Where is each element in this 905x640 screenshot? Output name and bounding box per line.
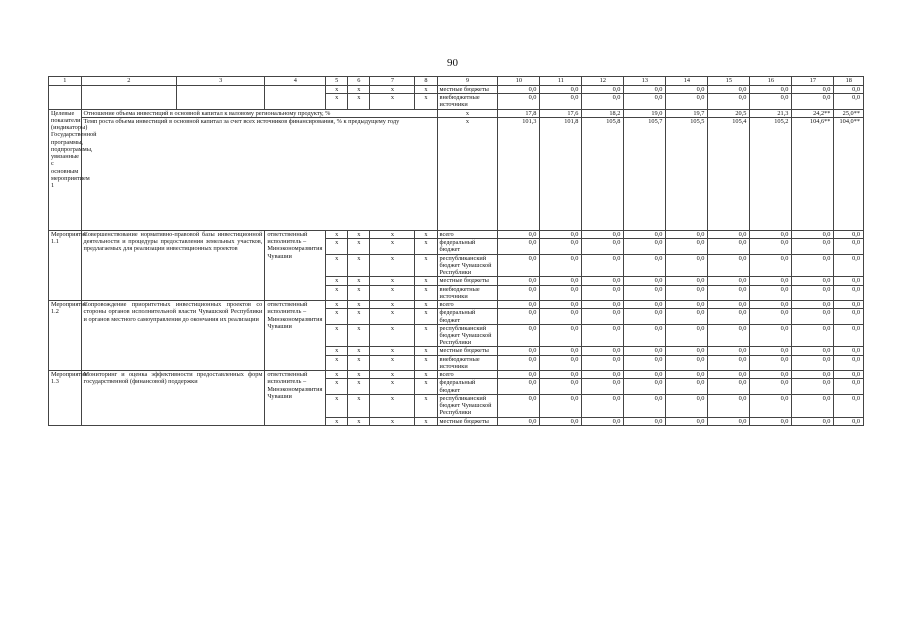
- marker-cell: x: [415, 239, 437, 254]
- marker-cell: x: [370, 86, 415, 94]
- value-cell: 0,0: [666, 277, 708, 285]
- value-cell: 0,0: [624, 394, 666, 417]
- value-cell: 0,0: [708, 277, 750, 285]
- measure-executor: ответственный исполнитель – Минэкономразвития Чувашии: [265, 230, 326, 300]
- value-cell: 104,6**: [792, 117, 834, 230]
- value-cell: 105,7: [624, 117, 666, 230]
- value-cell: 0,0: [792, 371, 834, 379]
- funding-source: всего: [437, 371, 498, 379]
- marker-cell: x: [348, 285, 370, 300]
- measure-name: Сопровождение приоритетных инвестиционных проектов со стороны органов исполнительной власти Чувашской Республики и органов местного самоуправления до окончания их реализации: [81, 301, 265, 371]
- value-cell: 0,0: [708, 379, 750, 394]
- value-cell: 0,0: [540, 94, 582, 109]
- value-cell: 0,0: [792, 86, 834, 94]
- value-cell: 0,0: [540, 285, 582, 300]
- value-cell: 0,0: [540, 230, 582, 238]
- value-cell: 0,0: [834, 379, 864, 394]
- funding-source: местные бюджеты: [437, 277, 498, 285]
- marker-cell: x: [370, 347, 415, 355]
- value-cell: 0,0: [498, 285, 540, 300]
- funding-source: федеральный бюджет: [437, 309, 498, 324]
- value-cell: 0,0: [540, 301, 582, 309]
- header-cell: 2: [81, 77, 177, 86]
- marker-cell: x: [370, 277, 415, 285]
- funding-source: федеральный бюджет: [437, 239, 498, 254]
- marker-cell: x: [370, 301, 415, 309]
- marker-cell: x: [348, 355, 370, 370]
- value-cell: 0,0: [498, 301, 540, 309]
- value-cell: 0,0: [792, 355, 834, 370]
- header-cell: 3: [177, 77, 265, 86]
- value-cell: 0,0: [624, 301, 666, 309]
- header-cell: 18: [834, 77, 864, 86]
- measure-name: Мониторинг и оценка эффективности предоставленных форм государственной (финансовой) поддержки: [81, 371, 265, 426]
- header-cell: 14: [666, 77, 708, 86]
- value-cell: 0,0: [540, 309, 582, 324]
- value-cell: 0,0: [498, 417, 540, 425]
- funding-source: федеральный бюджет: [437, 379, 498, 394]
- value-cell: 0,0: [582, 355, 624, 370]
- value-cell: 0,0: [792, 394, 834, 417]
- value-cell: 0,0: [666, 285, 708, 300]
- value-cell: 0,0: [750, 86, 792, 94]
- empty-cell: [265, 86, 326, 110]
- marker-cell: x: [415, 277, 437, 285]
- value-cell: 0,0: [666, 347, 708, 355]
- value-cell: 0,0: [666, 309, 708, 324]
- marker-cell: x: [370, 355, 415, 370]
- marker-cell: x: [348, 301, 370, 309]
- value-cell: 0,0: [750, 371, 792, 379]
- marker-cell: x: [326, 94, 348, 109]
- value-cell: 0,0: [792, 301, 834, 309]
- value-cell: 0,0: [792, 277, 834, 285]
- value-cell: 0,0: [792, 324, 834, 347]
- indicator-label: Целевые показатели (индикаторы) Государственной программы, подпрограммы, увязанные с основным мероприятием 1: [49, 109, 82, 230]
- header-cell: 16: [750, 77, 792, 86]
- value-cell: 0,0: [624, 309, 666, 324]
- value-cell: 105,8: [582, 117, 624, 230]
- indicator-desc: Темп роста объема инвестиций в основной капитал за счет всех источников финансирования, % к предыдущему году: [81, 117, 437, 230]
- indicator-col9: x: [437, 109, 498, 117]
- funding-source: местные бюджеты: [437, 86, 498, 94]
- value-cell: 0,0: [666, 379, 708, 394]
- value-cell: 0,0: [624, 94, 666, 109]
- value-cell: 0,0: [582, 371, 624, 379]
- indicator-col9: x: [437, 117, 498, 230]
- header-cell: 12: [582, 77, 624, 86]
- value-cell: 0,0: [750, 285, 792, 300]
- marker-cell: x: [348, 394, 370, 417]
- empty-cell: [177, 86, 265, 110]
- value-cell: 21,3: [750, 109, 792, 117]
- marker-cell: x: [348, 324, 370, 347]
- value-cell: 0,0: [582, 94, 624, 109]
- marker-cell: x: [348, 379, 370, 394]
- value-cell: 0,0: [540, 347, 582, 355]
- value-cell: 0,0: [624, 355, 666, 370]
- funding-source: внебюджетные источники: [437, 94, 498, 109]
- value-cell: 0,0: [750, 254, 792, 277]
- table-row: [49, 86, 864, 94]
- marker-cell: x: [415, 230, 437, 238]
- value-cell: 0,0: [540, 86, 582, 94]
- value-cell: 0,0: [582, 230, 624, 238]
- value-cell: 0,0: [750, 309, 792, 324]
- marker-cell: x: [348, 309, 370, 324]
- value-cell: 0,0: [834, 347, 864, 355]
- value-cell: 0,0: [834, 277, 864, 285]
- header-cell: 8: [415, 77, 437, 86]
- value-cell: 0,0: [792, 285, 834, 300]
- header-cell: 7: [370, 77, 415, 86]
- value-cell: 0,0: [834, 324, 864, 347]
- value-cell: 0,0: [834, 417, 864, 425]
- value-cell: 0,0: [708, 347, 750, 355]
- marker-cell: x: [326, 371, 348, 379]
- table-row: [49, 230, 864, 238]
- value-cell: 0,0: [582, 379, 624, 394]
- marker-cell: x: [326, 254, 348, 277]
- header-cell: 13: [624, 77, 666, 86]
- value-cell: 0,0: [666, 301, 708, 309]
- value-cell: 0,0: [750, 230, 792, 238]
- value-cell: 0,0: [708, 230, 750, 238]
- marker-cell: x: [348, 417, 370, 425]
- value-cell: 101,3: [498, 117, 540, 230]
- value-cell: 0,0: [582, 254, 624, 277]
- value-cell: 0,0: [540, 394, 582, 417]
- indicator-row: [49, 109, 864, 117]
- funding-source: республиканский бюджет Чувашской Республики: [437, 254, 498, 277]
- value-cell: 0,0: [792, 379, 834, 394]
- value-cell: 0,0: [750, 355, 792, 370]
- value-cell: 0,0: [498, 94, 540, 109]
- marker-cell: x: [326, 355, 348, 370]
- header-cell: 4: [265, 77, 326, 86]
- value-cell: 25,0**: [834, 109, 864, 117]
- value-cell: 0,0: [834, 309, 864, 324]
- marker-cell: x: [348, 254, 370, 277]
- value-cell: 0,0: [540, 371, 582, 379]
- marker-cell: x: [326, 277, 348, 285]
- marker-cell: x: [326, 309, 348, 324]
- marker-cell: x: [326, 324, 348, 347]
- value-cell: 0,0: [750, 379, 792, 394]
- value-cell: 0,0: [498, 254, 540, 277]
- value-cell: 0,0: [750, 94, 792, 109]
- value-cell: 105,4: [708, 117, 750, 230]
- marker-cell: x: [370, 254, 415, 277]
- value-cell: 0,0: [834, 301, 864, 309]
- value-cell: 0,0: [834, 230, 864, 238]
- marker-cell: x: [326, 230, 348, 238]
- measure-name: Совершенствование нормативно-правовой базы инвестиционной деятельности и процедуры предоставления земельных участков, предлагаемых для реализации инвестиционных проектов: [81, 230, 265, 300]
- marker-cell: x: [348, 347, 370, 355]
- value-cell: 0,0: [498, 239, 540, 254]
- value-cell: 0,0: [582, 239, 624, 254]
- value-cell: 0,0: [540, 417, 582, 425]
- marker-cell: x: [415, 347, 437, 355]
- marker-cell: x: [326, 285, 348, 300]
- value-cell: 0,0: [582, 324, 624, 347]
- value-cell: 0,0: [624, 347, 666, 355]
- value-cell: 0,0: [498, 379, 540, 394]
- value-cell: 0,0: [792, 417, 834, 425]
- value-cell: 0,0: [792, 254, 834, 277]
- header-cell: 9: [437, 77, 498, 86]
- marker-cell: x: [326, 347, 348, 355]
- value-cell: 105,2: [750, 117, 792, 230]
- funding-source: республиканский бюджет Чувашской Республики: [437, 394, 498, 417]
- value-cell: 0,0: [498, 230, 540, 238]
- header-cell: 1: [49, 77, 82, 86]
- value-cell: 0,0: [624, 86, 666, 94]
- measure-code: Мероприятие 1.3: [49, 371, 82, 426]
- value-cell: 0,0: [540, 324, 582, 347]
- value-cell: 0,0: [540, 379, 582, 394]
- marker-cell: x: [370, 230, 415, 238]
- value-cell: 0,0: [666, 230, 708, 238]
- marker-cell: x: [415, 254, 437, 277]
- value-cell: 0,0: [834, 394, 864, 417]
- table-row: [49, 371, 864, 379]
- value-cell: 0,0: [624, 324, 666, 347]
- indicator-row: [49, 117, 864, 230]
- value-cell: 0,0: [750, 347, 792, 355]
- marker-cell: x: [370, 239, 415, 254]
- value-cell: 0,0: [624, 277, 666, 285]
- funding-source: внебюджетные источники: [437, 285, 498, 300]
- value-cell: 0,0: [582, 301, 624, 309]
- funding-source: республиканский бюджет Чувашской Республики: [437, 324, 498, 347]
- measure-executor: ответственный исполнитель – Минэкономразвития Чувашии: [265, 301, 326, 371]
- value-cell: 0,0: [540, 254, 582, 277]
- marker-cell: x: [326, 394, 348, 417]
- value-cell: 0,0: [498, 371, 540, 379]
- value-cell: 0,0: [792, 347, 834, 355]
- value-cell: 0,0: [834, 94, 864, 109]
- value-cell: 0,0: [750, 277, 792, 285]
- measure-executor: ответственный исполнитель – Минэкономразвития Чувашии: [265, 371, 326, 426]
- value-cell: 20,5: [708, 109, 750, 117]
- value-cell: 0,0: [666, 355, 708, 370]
- value-cell: 0,0: [582, 277, 624, 285]
- value-cell: 0,0: [666, 239, 708, 254]
- funding-table: [48, 76, 864, 426]
- header-row: [49, 77, 864, 86]
- marker-cell: x: [348, 277, 370, 285]
- value-cell: 0,0: [708, 94, 750, 109]
- value-cell: 0,0: [540, 277, 582, 285]
- marker-cell: x: [415, 394, 437, 417]
- marker-cell: x: [370, 394, 415, 417]
- value-cell: 0,0: [708, 417, 750, 425]
- value-cell: 0,0: [750, 394, 792, 417]
- marker-cell: x: [370, 379, 415, 394]
- funding-source: внебюджетные источники: [437, 355, 498, 370]
- marker-cell: x: [415, 417, 437, 425]
- value-cell: 0,0: [708, 309, 750, 324]
- value-cell: 0,0: [624, 417, 666, 425]
- value-cell: 0,0: [582, 285, 624, 300]
- marker-cell: x: [348, 94, 370, 109]
- value-cell: 0,0: [708, 86, 750, 94]
- value-cell: 0,0: [750, 417, 792, 425]
- marker-cell: x: [326, 86, 348, 94]
- value-cell: 0,0: [708, 285, 750, 300]
- value-cell: 0,0: [498, 309, 540, 324]
- value-cell: 0,0: [498, 86, 540, 94]
- marker-cell: x: [326, 239, 348, 254]
- value-cell: 0,0: [498, 355, 540, 370]
- value-cell: 0,0: [750, 324, 792, 347]
- funding-source: всего: [437, 230, 498, 238]
- value-cell: 0,0: [666, 94, 708, 109]
- measure-code: Мероприятие 1.2: [49, 301, 82, 371]
- value-cell: 0,0: [624, 254, 666, 277]
- empty-cell: [49, 86, 82, 110]
- marker-cell: x: [415, 301, 437, 309]
- value-cell: 19,0: [624, 109, 666, 117]
- marker-cell: x: [415, 86, 437, 94]
- funding-source: всего: [437, 301, 498, 309]
- empty-cell: [81, 86, 177, 110]
- value-cell: 0,0: [834, 86, 864, 94]
- value-cell: 0,0: [498, 277, 540, 285]
- marker-cell: x: [415, 285, 437, 300]
- value-cell: 0,0: [540, 239, 582, 254]
- value-cell: 0,0: [624, 371, 666, 379]
- value-cell: 0,0: [708, 239, 750, 254]
- page-number: 90: [447, 57, 458, 69]
- marker-cell: x: [348, 371, 370, 379]
- header-cell: 6: [348, 77, 370, 86]
- measure-code: Мероприятие 1.1: [49, 230, 82, 300]
- value-cell: 0,0: [792, 239, 834, 254]
- value-cell: 0,0: [666, 254, 708, 277]
- value-cell: 0,0: [666, 394, 708, 417]
- marker-cell: x: [370, 417, 415, 425]
- marker-cell: x: [415, 309, 437, 324]
- value-cell: 18,2: [582, 109, 624, 117]
- value-cell: 0,0: [708, 371, 750, 379]
- marker-cell: x: [370, 285, 415, 300]
- marker-cell: x: [370, 309, 415, 324]
- table-row: [49, 301, 864, 309]
- value-cell: 0,0: [582, 417, 624, 425]
- header-cell: 11: [540, 77, 582, 86]
- marker-cell: x: [415, 371, 437, 379]
- marker-cell: x: [326, 379, 348, 394]
- value-cell: 0,0: [624, 239, 666, 254]
- marker-cell: x: [415, 355, 437, 370]
- value-cell: 0,0: [624, 285, 666, 300]
- value-cell: 0,0: [666, 324, 708, 347]
- value-cell: 17,8: [498, 109, 540, 117]
- value-cell: 105,5: [666, 117, 708, 230]
- value-cell: 101,8: [540, 117, 582, 230]
- value-cell: 0,0: [498, 394, 540, 417]
- value-cell: 0,0: [666, 371, 708, 379]
- value-cell: 0,0: [834, 355, 864, 370]
- marker-cell: x: [370, 371, 415, 379]
- marker-cell: x: [370, 324, 415, 347]
- value-cell: 17,6: [540, 109, 582, 117]
- marker-cell: x: [348, 86, 370, 94]
- value-cell: 0,0: [750, 301, 792, 309]
- value-cell: 0,0: [582, 347, 624, 355]
- marker-cell: x: [370, 94, 415, 109]
- value-cell: 24,2**: [792, 109, 834, 117]
- header-cell: 5: [326, 77, 348, 86]
- header-cell: 15: [708, 77, 750, 86]
- value-cell: 0,0: [582, 309, 624, 324]
- value-cell: 0,0: [708, 355, 750, 370]
- value-cell: 0,0: [582, 394, 624, 417]
- marker-cell: x: [348, 230, 370, 238]
- value-cell: 0,0: [792, 230, 834, 238]
- marker-cell: x: [348, 239, 370, 254]
- indicator-desc: Отношение объема инвестиций в основной капитал к валовому региональному продукту, %: [81, 109, 437, 117]
- marker-cell: x: [415, 324, 437, 347]
- value-cell: 0,0: [750, 239, 792, 254]
- value-cell: 19,7: [666, 109, 708, 117]
- header-cell: 17: [792, 77, 834, 86]
- value-cell: 104,0**: [834, 117, 864, 230]
- marker-cell: x: [326, 417, 348, 425]
- value-cell: 0,0: [792, 309, 834, 324]
- value-cell: 0,0: [834, 254, 864, 277]
- marker-cell: x: [326, 301, 348, 309]
- value-cell: 0,0: [498, 347, 540, 355]
- funding-source: местные бюджеты: [437, 347, 498, 355]
- value-cell: 0,0: [708, 254, 750, 277]
- value-cell: 0,0: [540, 355, 582, 370]
- value-cell: 0,0: [834, 371, 864, 379]
- value-cell: 0,0: [834, 285, 864, 300]
- value-cell: 0,0: [708, 301, 750, 309]
- value-cell: 0,0: [834, 239, 864, 254]
- value-cell: 0,0: [666, 86, 708, 94]
- value-cell: 0,0: [582, 86, 624, 94]
- value-cell: 0,0: [624, 379, 666, 394]
- value-cell: 0,0: [792, 94, 834, 109]
- marker-cell: x: [415, 379, 437, 394]
- value-cell: 0,0: [624, 230, 666, 238]
- header-cell: 10: [498, 77, 540, 86]
- funding-source: местные бюджеты: [437, 417, 498, 425]
- value-cell: 0,0: [498, 324, 540, 347]
- value-cell: 0,0: [708, 394, 750, 417]
- marker-cell: x: [415, 94, 437, 109]
- value-cell: 0,0: [708, 324, 750, 347]
- value-cell: 0,0: [666, 417, 708, 425]
